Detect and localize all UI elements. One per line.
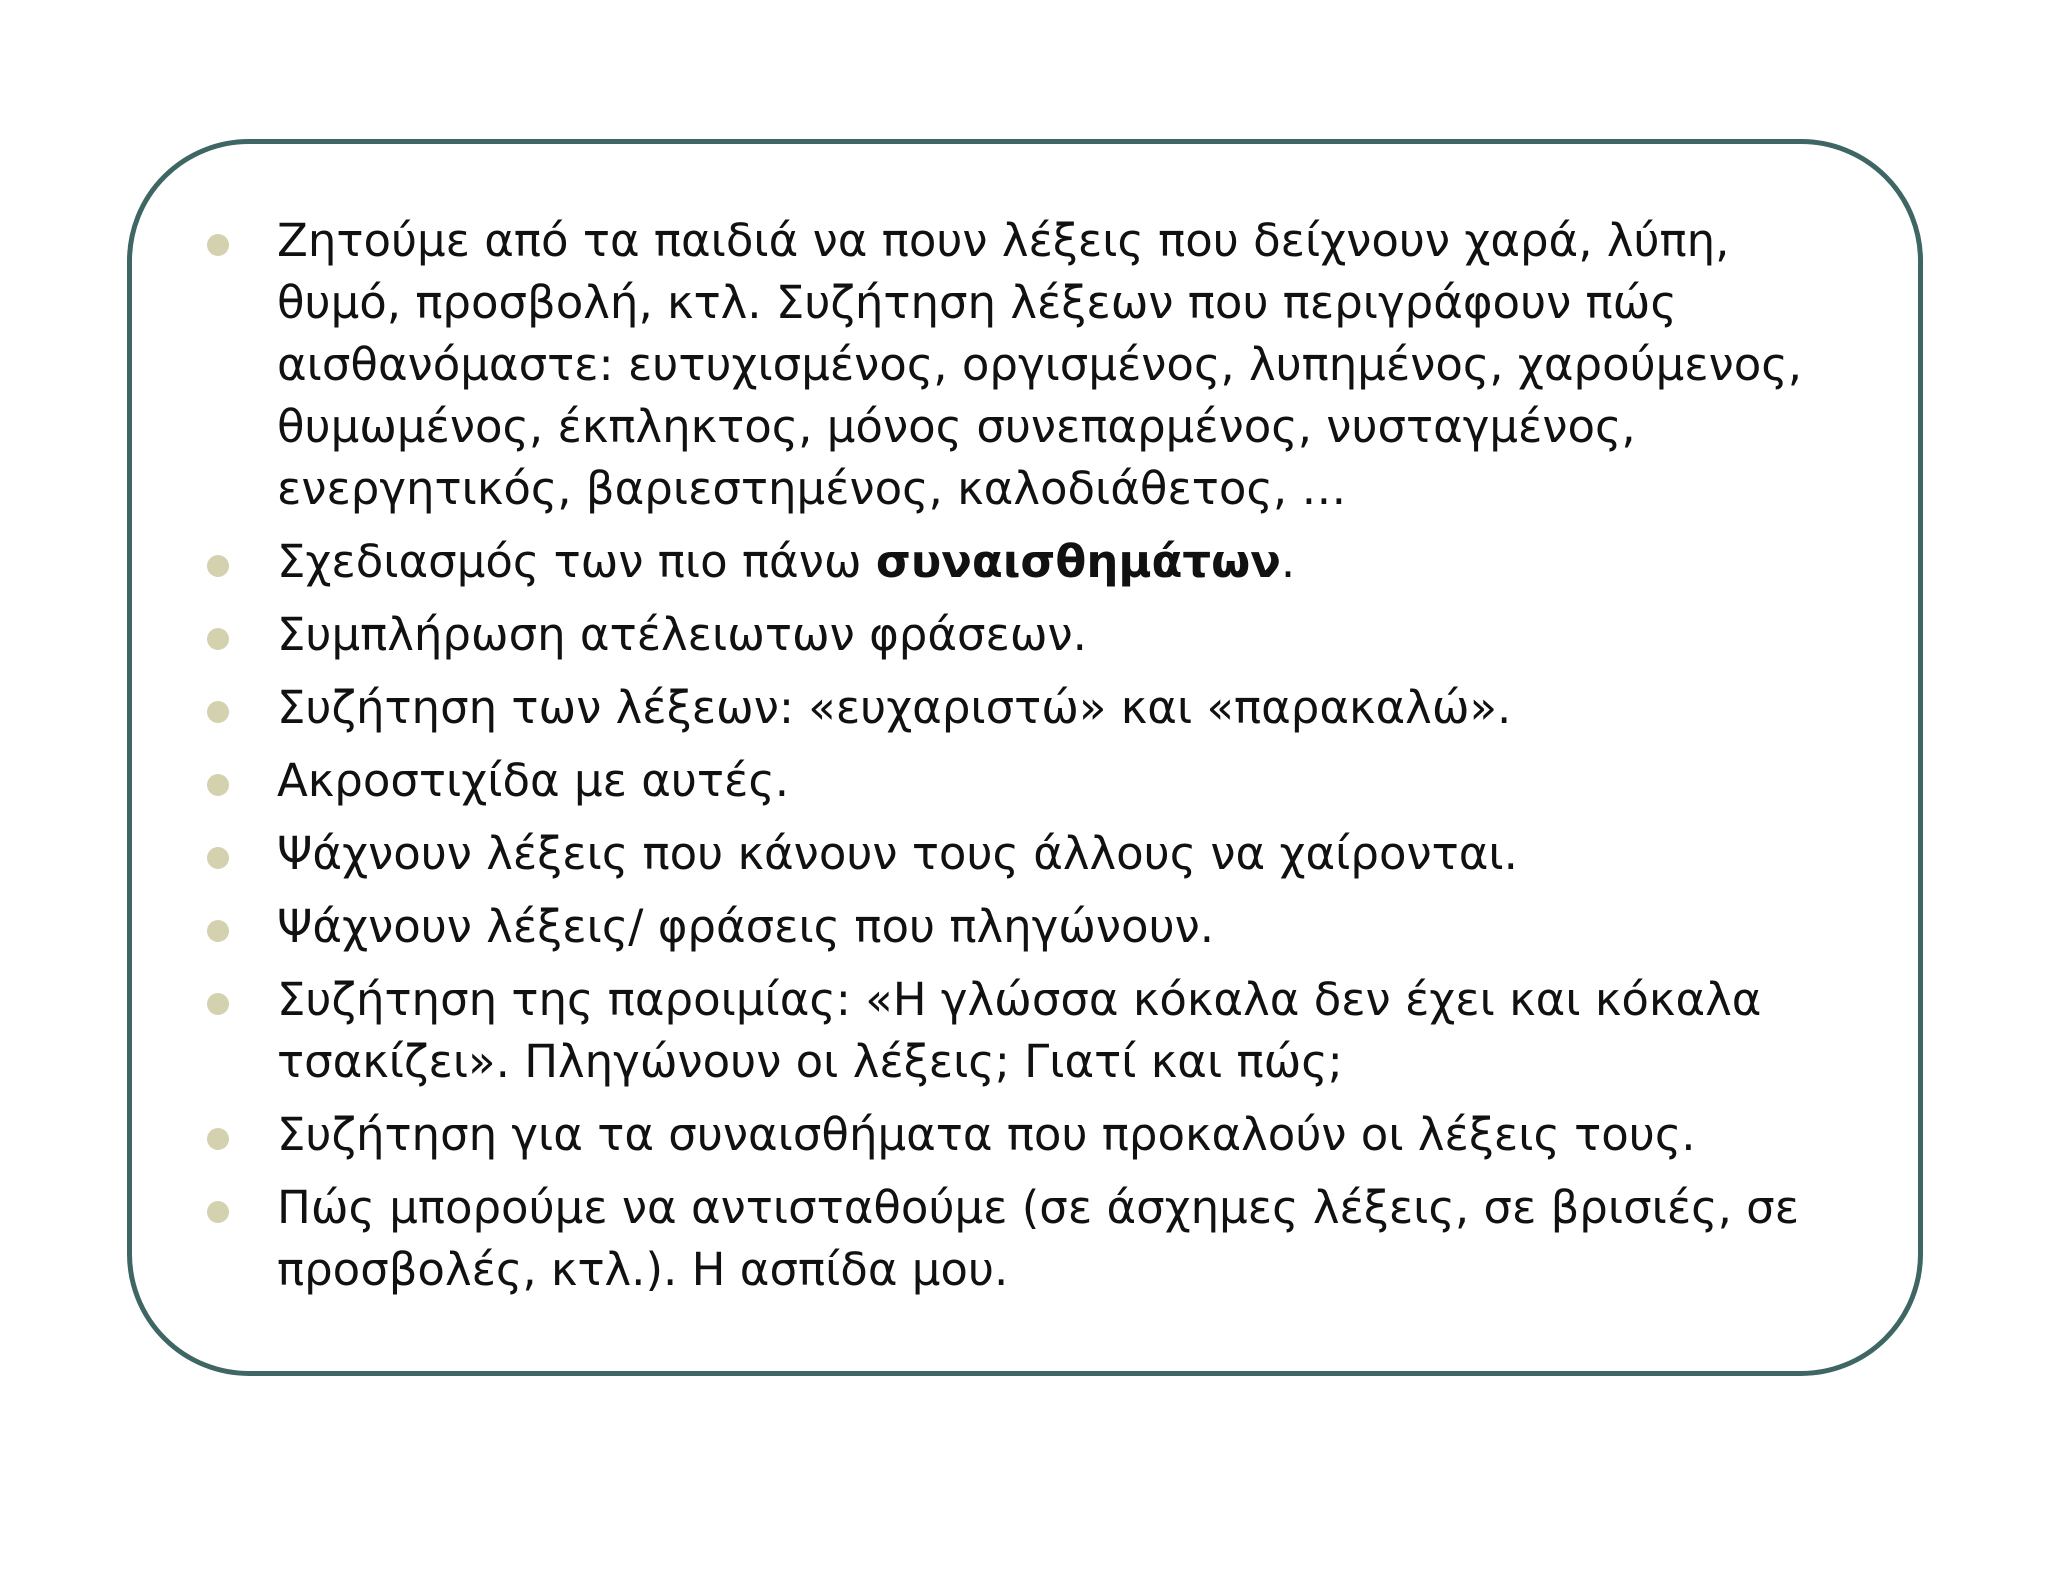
bullet-dot-icon xyxy=(207,1128,229,1150)
bullet-text: Ακροστιχίδα με αυτές. xyxy=(277,754,790,807)
bullet-text: Ψάχνουν λέξεις/ φράσεις που πληγώνουν. xyxy=(277,900,1215,953)
bullet-text: Πώς μπορούμε να αντισταθούμε (σε άσχημες λέξεις, σε βρισιές, σε προσβολές, κτλ.). Η ασπίδα μου. xyxy=(277,1181,1800,1296)
bold-term: συναισθημάτων xyxy=(875,535,1281,588)
bullet-item xyxy=(150,1177,1830,1301)
bullet-dot-icon xyxy=(207,628,229,650)
bullet-item xyxy=(150,604,1830,666)
bullet-text: Συζήτηση της παροιμίας: «Η γλώσσα κόκαλα δεν έχει και κόκαλα τσακίζει». Πληγώνουν οι λέξεις; Γιατί και πώς; xyxy=(277,973,1762,1088)
bullet-text: Ψάχνουν λέξεις που κάνουν τους άλλους να χαίρονται. xyxy=(277,827,1518,880)
bullet-dot-icon xyxy=(207,234,229,256)
bullet-text-part: . xyxy=(1280,535,1296,588)
bullet-dot-icon xyxy=(207,993,229,1015)
bullet-text: Συζήτηση για τα συναισθήματα που προκαλούν οι λέξεις τους. xyxy=(277,1108,1696,1161)
bullet-dot-icon xyxy=(207,1201,229,1223)
bullet-dot-icon xyxy=(207,847,229,869)
bullet-item xyxy=(150,750,1830,812)
bullet-text: Ζητούμε από τα παιδιά να πουν λέξεις που δείχνουν χαρά, λύπη, θυμό, προσβολή, κτλ. Συζήτηση λέξεων που περιγράφουν πώς αισθανόμαστε: ευτυχισμένος, οργισμένος, λυπημένος, χαρούμενος, θυμωμένος, έκπληκτος, μόνος συνεπαρμένος, νυσταγμένος, ενεργητικός, βαριεστημένος, καλοδιάθετος, … xyxy=(277,214,1803,515)
bullet-item xyxy=(150,210,1830,520)
bullet-text xyxy=(277,535,1295,588)
bullet-dot-icon xyxy=(207,701,229,723)
bullet-dot-icon xyxy=(207,774,229,796)
bullet-text: Συζήτηση των λέξεων: «ευχαριστώ» και «παρακαλώ». xyxy=(277,681,1512,734)
bullet-item xyxy=(150,1104,1830,1166)
bullet-dot-icon xyxy=(207,555,229,577)
bullet-item xyxy=(150,823,1830,885)
bullet-item xyxy=(150,969,1830,1093)
bullet-list xyxy=(150,210,1830,1312)
bullet-dot-icon xyxy=(207,920,229,942)
bullet-item xyxy=(150,531,1830,593)
bullet-text: Συμπλήρωση ατέλειωτων φράσεων. xyxy=(277,608,1087,661)
bullet-text-part: Σχεδιασμός των πιο πάνω xyxy=(277,535,876,588)
bullet-item xyxy=(150,677,1830,739)
bullet-item xyxy=(150,896,1830,958)
